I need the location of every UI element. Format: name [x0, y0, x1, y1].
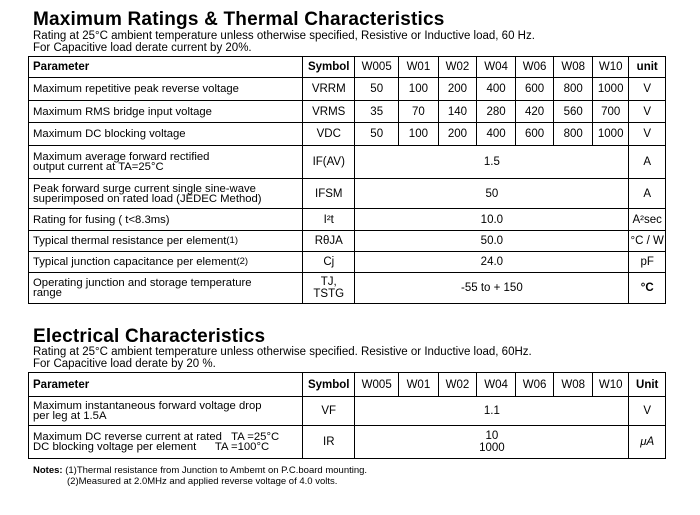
- param-cell: Rating for fusing ( t<8.3ms): [29, 209, 303, 231]
- header-w10: W10: [592, 57, 628, 78]
- value-cell: [355, 426, 629, 459]
- table-row: [29, 146, 666, 179]
- value-cell: 24.0: [355, 252, 629, 273]
- unit-cell: μA: [629, 426, 666, 459]
- symbol-cell: IF(AV): [303, 146, 355, 179]
- value-cell: 1000: [592, 78, 628, 101]
- note-1-text: (1)Thermal resistance from Junction to Ambemt on P.C.board mounting.: [65, 465, 368, 476]
- table-row: [29, 397, 666, 426]
- value-cell: 100: [399, 78, 439, 101]
- table-header-row: [29, 57, 666, 78]
- param-cell: [29, 273, 303, 304]
- table-row: [29, 179, 666, 209]
- symbol-cell: VRRM: [303, 78, 355, 101]
- value-cell: 600: [515, 123, 554, 146]
- value-cell: 50: [355, 78, 399, 101]
- value-cell: 800: [554, 78, 593, 101]
- param-cell: [29, 252, 303, 273]
- symbol-line-1: TJ,: [320, 276, 337, 288]
- param-cell: Maximum RMS bridge input voltage: [29, 101, 303, 123]
- note-1: [33, 465, 367, 476]
- header-w005: W005: [355, 373, 399, 397]
- header-symbol: Symbol: [303, 57, 355, 78]
- value-cell: 1000: [592, 123, 628, 146]
- param-line-2: DC blocking voltage per element TA =100°C: [33, 441, 270, 453]
- value-cell: 560: [554, 101, 593, 123]
- symbol-cell: VF: [303, 397, 355, 426]
- table-row: [29, 273, 666, 304]
- value-cell: 35: [355, 101, 399, 123]
- value-cell: 70: [399, 101, 439, 123]
- header-w02: W02: [438, 57, 477, 78]
- unit-cell: pF: [629, 252, 666, 273]
- param-cell: [29, 179, 303, 209]
- table-row: [29, 78, 666, 101]
- value-cell: 400: [477, 78, 516, 101]
- value-cell: 280: [477, 101, 516, 123]
- notes: [33, 465, 367, 487]
- param-line-1: Maximum instantaneous forward voltage drop: [33, 400, 262, 412]
- header-unit: unit: [629, 57, 666, 78]
- unit-cell: V: [629, 101, 666, 123]
- param-line-2: range: [33, 287, 62, 299]
- table-row: [29, 209, 666, 231]
- param-cell: [29, 397, 303, 426]
- header-parameter: Parameter: [29, 57, 303, 78]
- value-cell: 600: [515, 78, 554, 101]
- table-row: [29, 231, 666, 252]
- value-cell: 10.0: [355, 209, 629, 231]
- symbol-cell: [303, 273, 355, 304]
- table-row: [29, 426, 666, 459]
- value-cell: 200: [438, 78, 477, 101]
- param-line-1: Peak forward surge current single sine-wave: [33, 182, 256, 195]
- param-cell: [29, 146, 303, 179]
- symbol-cell: IR: [303, 426, 355, 459]
- header-symbol: Symbol: [303, 373, 355, 397]
- param-cell: Maximum DC blocking voltage: [29, 123, 303, 146]
- param-line-2: superimposed on rated load (JEDEC Method): [33, 192, 262, 205]
- unit-cell: A²sec: [629, 209, 666, 231]
- param-cell: [29, 231, 303, 252]
- section-title-ratings: Maximum Ratings & Thermal Characteristics: [33, 9, 445, 30]
- section-subtitle-ratings-1: Rating at 25°C ambient temperature unless otherwise specified, Resistive or Inductive load, 60 Hz.: [33, 30, 535, 42]
- header-w08: W08: [554, 373, 593, 397]
- value-cell: -55 to + 150: [355, 273, 629, 304]
- ratings-table: [28, 56, 666, 304]
- param-line-1: Operating junction and storage temperature: [33, 277, 252, 289]
- value-cell: 1.1: [355, 397, 629, 426]
- note-ref: (2): [236, 256, 249, 267]
- value-cell: 1.5: [355, 146, 629, 179]
- symbol-cell: I²t: [303, 209, 355, 231]
- section-subtitle-ratings-2: For Capacitive load derate current by 20%.: [33, 42, 252, 54]
- value-cell: 100: [399, 123, 439, 146]
- header-w06: W06: [515, 373, 554, 397]
- header-w005: W005: [355, 57, 399, 78]
- section-subtitle-electrical-1: Rating at 25°C ambient temperature unless otherwise specified. Resistive or Inductive load, 60Hz.: [33, 346, 532, 358]
- unit-cell: °C: [629, 273, 666, 304]
- value-cell: 50.0: [355, 231, 629, 252]
- header-parameter: Parameter: [29, 373, 303, 397]
- table-row: [29, 123, 666, 146]
- param-line-1: Maximum average forward rectified: [33, 151, 210, 163]
- value-cell: 50: [355, 123, 399, 146]
- unit-cell: V: [629, 78, 666, 101]
- unit-cell: A: [629, 146, 666, 179]
- table-row: [29, 252, 666, 273]
- note-ref: (1): [226, 235, 239, 246]
- unit-cell: °C / W: [629, 231, 666, 252]
- header-w06: W06: [515, 57, 554, 78]
- param-text: Typical thermal resistance per element: [33, 235, 227, 247]
- value-cell: 700: [592, 101, 628, 123]
- section-title-electrical: Electrical Characteristics: [33, 326, 266, 347]
- value-cell: 140: [438, 101, 477, 123]
- symbol-cell: IFSM: [303, 179, 355, 209]
- param-text: Typical junction capacitance per element: [33, 256, 237, 268]
- symbol-line-2: TSTG: [313, 288, 345, 300]
- unit-cell: A: [629, 179, 666, 209]
- note-2: (2)Measured at 2.0MHz and applied reverse voltage of 4.0 volts.: [67, 476, 338, 487]
- electrical-table: [28, 372, 666, 459]
- header-w01: W01: [399, 57, 439, 78]
- param-line-2: per leg at 1.5A: [33, 410, 107, 422]
- header-w08: W08: [554, 57, 593, 78]
- header-w10: W10: [592, 373, 628, 397]
- param-line-1: Maximum DC reverse current at rated TA =25°C: [33, 431, 280, 443]
- value-cell: 800: [554, 123, 593, 146]
- value-cell: 50: [355, 179, 629, 209]
- section-subtitle-electrical-2: For Capacitive load derate by 20 %.: [33, 358, 216, 370]
- header-w01: W01: [399, 373, 439, 397]
- value-cell: 400: [477, 123, 516, 146]
- value-cell: 200: [438, 123, 477, 146]
- param-line-2: output current at TA=25°C: [33, 161, 164, 173]
- symbol-cell: RθJA: [303, 231, 355, 252]
- table-row: [29, 101, 666, 123]
- unit-cell: V: [629, 397, 666, 426]
- notes-label: Notes:: [33, 465, 63, 476]
- header-w04: W04: [477, 373, 516, 397]
- symbol-cell: VDC: [303, 123, 355, 146]
- param-cell: [29, 426, 303, 459]
- param-cell: Maximum repetitive peak reverse voltage: [29, 78, 303, 101]
- header-w04: W04: [477, 57, 516, 78]
- header-w02: W02: [438, 373, 477, 397]
- value-line-1: 10: [485, 430, 499, 442]
- value-cell: 420: [515, 101, 554, 123]
- unit-cell: V: [629, 123, 666, 146]
- value-line-2: 1000: [479, 442, 505, 454]
- header-unit: Unit: [629, 373, 666, 397]
- symbol-cell: Cj: [303, 252, 355, 273]
- symbol-cell: VRMS: [303, 101, 355, 123]
- table-header-row: [29, 373, 666, 397]
